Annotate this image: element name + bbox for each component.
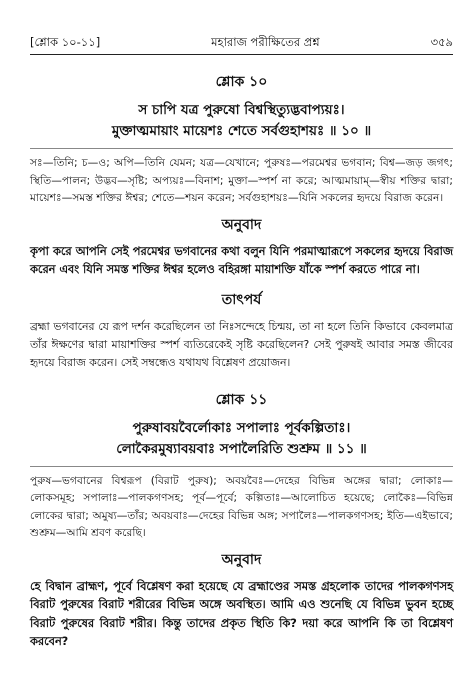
verse-10-sanskrit [30, 100, 453, 142]
header-verse-range: [শ্লোক ১০-১১] [30, 34, 101, 49]
header-page-number: ৩৫৯ [430, 34, 453, 49]
header-chapter-title: মহারাজ পরীক্ষিতের প্রশ্ন [211, 34, 320, 49]
verse-11-translation: হে বিদ্বান ব্রাহ্মণ, পূর্বে বিশ্লেষণ করা হয়েছে যে ব্রহ্মাণ্ডের সমস্ত গ্রহলোক তাদের পালকগণসহ বিরাট পুরুষের বিরাট শরীরের বিভিন্ন অঙ্গে অবস্থিত। আমি এও শুনেছি যে বিভিন্ন ভুবন হচ্ছে বিরাট পুরুষের বিরাট শরীর। কিন্তু তাদের প্রকৃত স্থিতি কি? দয়া করে আপনি কি তা বিশ্লেষণ করবেন? [30, 579, 453, 648]
verse-11-line-2: লোকৈরমুষ্যাবয়বাঃ সপালৈরিতি শুশ্রুম ॥ ১১ ॥ [116, 440, 367, 457]
verse-11-heading: শ্লোক ১১ [215, 391, 268, 408]
verse-11-sanskrit [30, 418, 453, 460]
verse-10-purport: ব্রহ্মা ভগবানের যে রূপ দর্শন করেছিলেন তা নিঃসন্দেহে চিন্ময়, তা না হলে তিনি কিভাবে কেবলমাত্র তাঁর ঈক্ষণের দ্বারা মায়াশক্তির স্পর্শ ব্যতিরেকেই সৃষ্টি করেছিলেন? সেই পুরুষই আবার সমস্ত জীবের হৃদয়ে বিরাজ করেন। সেই সম্বন্ধেও যথাযথ বিশ্লেষণ প্রয়োজন। [30, 319, 453, 369]
verse-10-translation: কৃপা করে আপনি সেই পরমেশ্বর ভগবানের কথা বলুন যিনি পরমাত্মারূপে সকলের হৃদয়ে বিরাজ করেন এবং যিনি সমস্ত শক্তির ঈশ্বর হলেও বহিরঙ্গা মায়াশক্তি যাঁকে স্পর্শ করতে পারে না। [30, 244, 453, 276]
verse-11-translation-heading: অনুবাদ [221, 551, 262, 568]
verse-11-line-1: পুরুষাবয়বৈর্লোকাঃ সপালাঃ পূর্বকল্পিতাঃ। [132, 419, 351, 436]
page-header [30, 34, 453, 52]
verse-10-synonyms: সঃ—তিনি; চ—ও; অপি—তিনি যেমন; যত্র—যেখানে; পুরুষঃ—পরমেশ্বর ভগবান; বিশ্ব—জড় জগৎ; স্থিতি—পালন; উদ্ভব—সৃষ্টি; অপ্যয়ঃ—বিনাশ; মুক্তা—স্পর্শ না করে; আত্মমায়াম্—স্বীয় শক্তির দ্বারা; মায়েশঃ—সমস্ত শক্তির ঈশ্বর; শেতে—শয়ন করেন; সর্বগুহাশয়ঃ—যিনি সকলের হৃদয়ে বিরাজ করেন। [30, 148, 453, 207]
verse-10-line-1: স চাপি যত্র পুরুষো বিশ্বস্থিত্যুদ্ভবাপ্যয়ঃ। [138, 102, 345, 118]
verse-10-heading: শ্লোক ১০ [215, 74, 268, 90]
header-rule [30, 54, 453, 55]
verse-10-line-2: মুক্তাত্মমায়াং মায়েশঃ শেতে সর্বগুহাশয়ঃ ॥ ১০ ॥ [111, 123, 372, 139]
verse-10-purport-heading: তাৎপর্য [221, 291, 262, 308]
verse-10-translation-heading: অনুবাদ [221, 216, 262, 233]
verse-11-synonyms: পুরুষ—ভগবানের বিশ্বরূপ (বিরাট পুরুষ); অবয়বৈঃ—দেহের বিভিন্ন অঙ্গের দ্বারা; লোকাঃ—লোকসমূহ; সপালাঃ—পালকগণসহ; পূর্ব—পূর্বে; কল্পিতাঃ—আলোচিত হয়েছে; লোকৈঃ—বিভিন্ন লোকের দ্বারা; অমুষ্য—তাঁর; অবয়বাঃ—দেহের বিভিন্ন অঙ্গ; সপালৈঃ—পালকগণসহ; ইতি—এইভাবে; শুশ্রুম—আমি শ্রবণ করেছি। [30, 466, 453, 542]
page-content [30, 70, 453, 660]
